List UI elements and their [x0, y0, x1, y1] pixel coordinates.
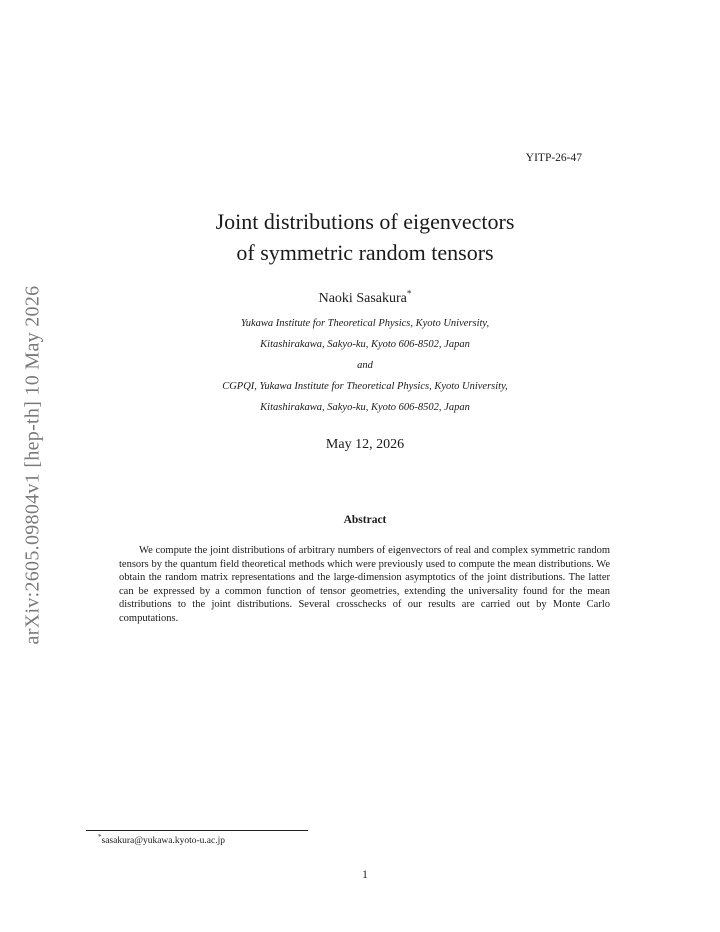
abstract-heading: Abstract	[343, 514, 387, 526]
author	[0, 288, 720, 307]
paper-date: May 12, 2026	[325, 437, 405, 452]
report-number: YITP-26-47	[525, 152, 582, 164]
footnote	[98, 832, 225, 846]
affiliation-line-3: CGPQI, Yukawa Institute for Theoretical Physics, Kyoto University,	[222, 381, 508, 392]
affiliation-line-1: Yukawa Institute for Theoretical Physics, Kyoto University,	[240, 318, 490, 329]
affiliation-line-4: Kitashirakawa, Sakyo-ku, Kyoto 606-8502, Japan	[260, 402, 470, 413]
footnote-divider	[86, 830, 308, 831]
title-line-1: Joint distributions of eigenvectors	[215, 209, 515, 234]
page-number: 1	[362, 869, 368, 881]
affiliation-line-2: Kitashirakawa, Sakyo-ku, Kyoto 606-8502, Japan	[260, 339, 470, 350]
author-footnote-mark: *	[406, 288, 412, 299]
author-name: Naoki Sasakura	[318, 291, 407, 306]
paper-title	[0, 206, 720, 268]
arxiv-stamp: arXiv:2605.09804v1 [hep-th] 10 May 2026	[21, 285, 44, 645]
footnote-email: sasakura@yukawa.kyoto-u.ac.jp	[101, 836, 225, 846]
footnote-mark: *	[98, 832, 102, 841]
affiliation-conjunction: and	[357, 360, 373, 371]
title-line-2: of symmetric random tensors	[236, 240, 494, 265]
abstract-body: We compute the joint distributions of arbitrary numbers of eigenvectors of real and complex symmetric random tensors by the quantum field theoretical methods which were previously used to compute the mean distributions. We obtain the random matrix representations and the large-dimension asymptotics of the joint distributions. The latter can be expressed by a common function of tensor geometries, extending the universality found for the mean distributions to the joint distributions. Several crosschecks of our results are carried out by Monte Carlo computations.	[119, 545, 610, 624]
